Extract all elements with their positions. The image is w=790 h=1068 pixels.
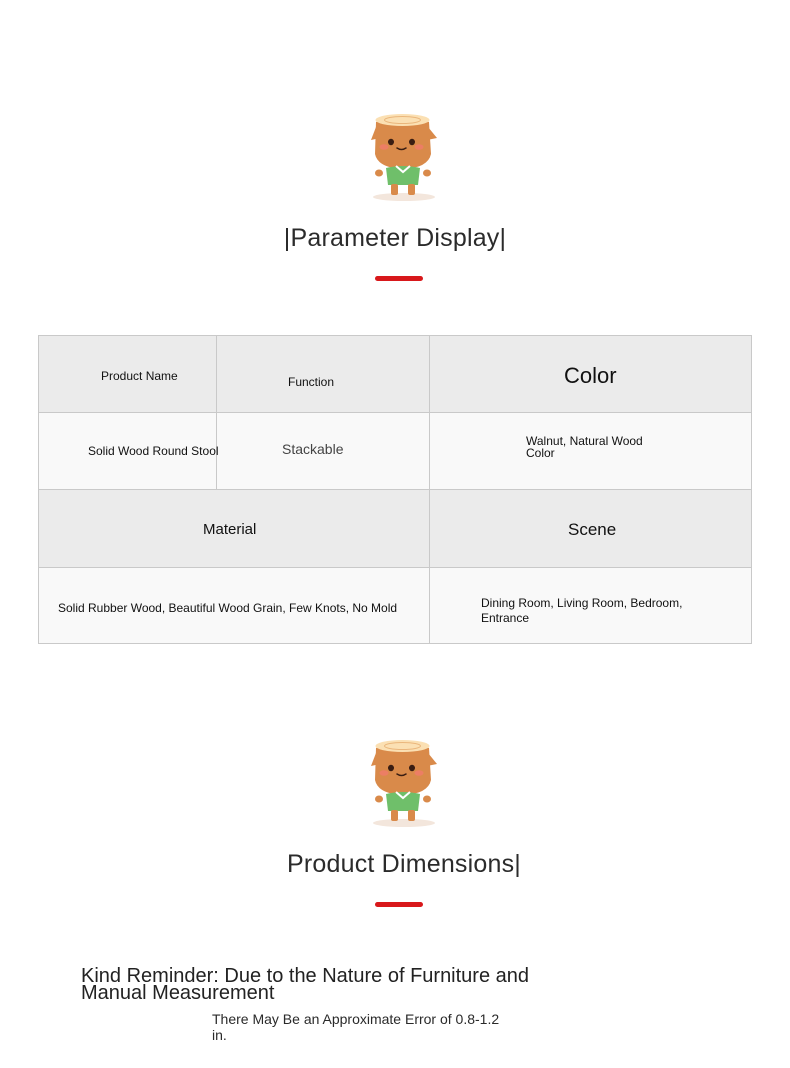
function-label: Function bbox=[288, 375, 335, 389]
cell-product-name-value bbox=[39, 413, 217, 490]
scene-label: Scene bbox=[568, 520, 617, 539]
cell-function-label bbox=[217, 336, 430, 413]
tree-stump-mascot-icon bbox=[366, 736, 440, 828]
cell-function-value bbox=[217, 413, 430, 490]
tree-stump-mascot-icon bbox=[366, 110, 440, 202]
cell-color-label bbox=[430, 336, 751, 413]
cell-product-name-label bbox=[39, 336, 217, 413]
tree-stump-mascot-graphic bbox=[366, 110, 440, 202]
product-name-value: Solid Wood Round Stool bbox=[88, 444, 219, 458]
cell-color-value bbox=[430, 413, 751, 490]
color-value: Walnut, Natural Wood Color bbox=[526, 434, 643, 460]
tree-stump-mascot-graphic bbox=[366, 736, 440, 828]
kind-reminder-title: Kind Reminder: Due to the Nature of Furniture and Manual Measurement bbox=[81, 965, 530, 1004]
title-underline bbox=[375, 902, 423, 907]
title-underline bbox=[375, 276, 423, 281]
material-value: Solid Rubber Wood, Beautiful Wood Grain, Few Knots, No Mold bbox=[58, 601, 398, 615]
function-value: Stackable bbox=[282, 441, 344, 457]
spec-table bbox=[38, 335, 752, 644]
cell-material-label bbox=[39, 490, 430, 568]
measurement-error-note: There May Be an Approximate Error of 0.8-1.2 in. bbox=[212, 1011, 500, 1043]
color-label: Color bbox=[564, 363, 617, 388]
cell-scene-value bbox=[430, 568, 751, 643]
cell-scene-label bbox=[430, 490, 751, 568]
parameter-display-title: |Parameter Display| bbox=[283, 224, 507, 252]
cell-material-value bbox=[39, 568, 430, 643]
material-label: Material bbox=[203, 521, 257, 538]
product-dimensions-title: Product Dimensions| bbox=[286, 850, 521, 878]
product-name-label: Product Name bbox=[101, 369, 178, 383]
scene-value: Dining Room, Living Room, Bedroom, Entrance bbox=[481, 596, 683, 625]
